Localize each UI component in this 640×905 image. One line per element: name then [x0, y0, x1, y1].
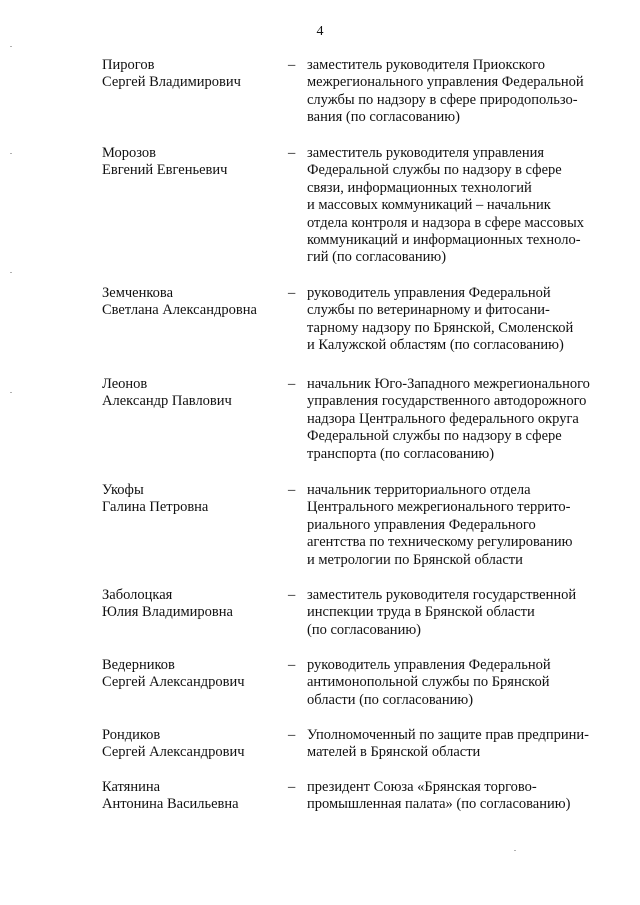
- position-line: инспекции труда в Брянской области: [307, 604, 535, 621]
- member-given-names: Галина Петровна: [102, 499, 209, 516]
- member-given-names: Александр Павлович: [102, 393, 232, 410]
- position-line: вания (по согласованию): [307, 109, 460, 126]
- position-line: Центрального межрегионального террито-: [307, 499, 571, 516]
- member-position: [307, 587, 607, 639]
- position-line: руководитель управления Федеральной: [307, 285, 551, 301]
- position-line: службы по надзору в сфере природопользо-: [307, 91, 578, 108]
- scan-speck: [10, 392, 12, 393]
- position-line: Уполномоченный по защите прав предприни-: [307, 727, 589, 743]
- member-surname: Рондиков: [102, 727, 161, 743]
- position-line: транспорта (по согласованию): [307, 445, 495, 462]
- member-given-names: Светлана Александровна: [102, 302, 257, 319]
- separator-dash: –: [288, 779, 296, 795]
- position-line: Федеральной службы по надзору в сфере: [307, 162, 562, 179]
- scan-speck: [10, 153, 12, 154]
- position-line: мателей в Брянской области: [307, 744, 481, 761]
- separator-dash: –: [288, 285, 296, 301]
- member-surname: Укофы: [102, 482, 144, 498]
- position-line: тарному надзору по Брянской, Смоленской: [307, 319, 574, 336]
- position-line: и Калужской областям (по согласованию): [307, 337, 564, 354]
- position-line: службы по ветеринарному и фитосани-: [307, 302, 550, 319]
- scan-speck: [514, 850, 516, 851]
- separator-dash: –: [288, 587, 296, 603]
- position-line: агентства по техническому регулированию: [307, 534, 573, 551]
- member-name: [102, 657, 282, 692]
- member-name: [102, 376, 282, 411]
- position-line: промышленная палата» (по согласованию): [307, 796, 571, 813]
- member-given-names: Евгений Евгеньевич: [102, 162, 228, 179]
- position-line: руководитель управления Федеральной: [307, 657, 551, 673]
- member-name: [102, 587, 282, 622]
- position-line: начальник Юго-Западного межрегионального: [307, 376, 590, 392]
- position-line: гий (по согласованию): [307, 249, 447, 266]
- member-surname: Ведерников: [102, 657, 175, 673]
- scan-speck: [10, 46, 12, 47]
- member-position: [307, 727, 607, 762]
- separator-dash: –: [288, 145, 296, 161]
- member-surname: Морозов: [102, 145, 157, 161]
- separator-dash: –: [288, 657, 296, 673]
- separator-dash: –: [288, 727, 296, 743]
- position-line: области (по согласованию): [307, 691, 474, 708]
- member-given-names: Сергей Александрович: [102, 674, 245, 691]
- position-line: президент Союза «Брянская торгово-: [307, 779, 537, 795]
- member-surname: Земченкова: [102, 285, 174, 301]
- member-name: [102, 727, 282, 762]
- position-line: управления государственного автодорожного: [307, 393, 587, 410]
- member-given-names: Антонина Васильевна: [102, 796, 239, 813]
- position-line: заместитель руководителя Приокского: [307, 57, 546, 73]
- member-name: [102, 779, 282, 814]
- position-line: отдела контроля и надзора в сфере массовых: [307, 214, 585, 231]
- member-surname: Катянина: [102, 779, 161, 795]
- separator-dash: –: [288, 57, 296, 73]
- member-name: [102, 145, 282, 180]
- member-surname: Пирогов: [102, 57, 155, 73]
- position-line: и массовых коммуникаций – начальник: [307, 197, 551, 214]
- member-given-names: Юлия Владимировна: [102, 604, 233, 621]
- member-position: [307, 285, 607, 355]
- position-line: коммуникаций и информационных техноло-: [307, 232, 581, 249]
- member-position: [307, 376, 607, 463]
- page-number: 4: [316, 24, 324, 39]
- member-position: [307, 57, 607, 127]
- member-surname: Заболоцкая: [102, 587, 173, 603]
- member-name: [102, 285, 282, 320]
- position-line: надзора Центрального федерального округа: [307, 410, 579, 427]
- position-line: начальник территориального отдела: [307, 482, 531, 498]
- member-given-names: Сергей Владимирович: [102, 74, 241, 91]
- member-name: [102, 57, 282, 92]
- position-line: связи, информационных технологий: [307, 179, 532, 196]
- position-line: Федеральной службы по надзору в сфере: [307, 428, 562, 445]
- position-line: межрегионального управления Федеральной: [307, 74, 584, 91]
- position-line: заместитель руководителя управления: [307, 145, 545, 161]
- member-position: [307, 779, 607, 814]
- position-line: и метрологии по Брянской области: [307, 551, 523, 568]
- separator-dash: –: [288, 376, 296, 392]
- member-surname: Леонов: [102, 376, 148, 392]
- member-given-names: Сергей Александрович: [102, 744, 245, 761]
- position-line: (по согласованию): [307, 621, 421, 638]
- member-position: [307, 482, 607, 569]
- position-line: заместитель руководителя государственной: [307, 587, 577, 603]
- position-line: антимонопольной службы по Брянской: [307, 674, 550, 691]
- member-name: [102, 482, 282, 517]
- position-line: риального управления Федерального: [307, 516, 536, 533]
- separator-dash: –: [288, 482, 296, 498]
- member-position: [307, 657, 607, 709]
- scan-speck: [10, 272, 12, 273]
- member-position: [307, 145, 607, 267]
